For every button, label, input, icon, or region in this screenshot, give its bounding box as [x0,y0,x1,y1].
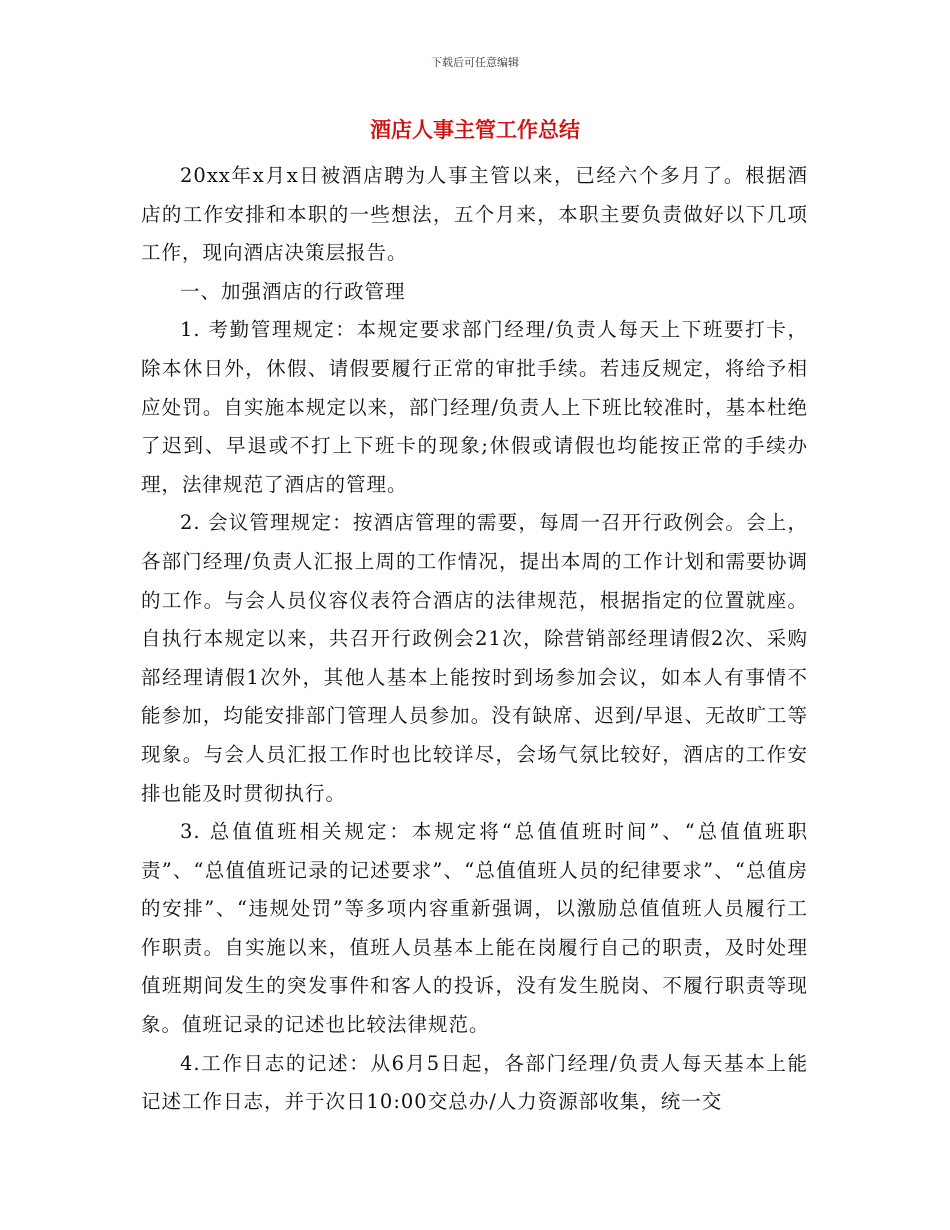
document-title: 酒店人事主管工作总结 [370,118,580,142]
page-header-note: 下载后可任意编辑 [431,56,519,69]
paragraph-attendance: 1. 考勤管理规定：本规定要求部门经理/负责人每天上下班要打卡，除本休日外，休假、请假要履行正常的审批手续。若违反规定，将给予相应处罚。自实施本规定以来，部门经理/负责人上下班比较准时，基本杜绝了迟到、早退或不打上下班卡的现象;休假或请假也均能按正常的手续办理，法律规范了酒店的管理。 [141,318,808,496]
paragraph-worklog: 4.工作日志的记述：从6月5日起，各部门经理/负责人每天基本上能记述工作日志，并于次日10:00交总办/人力资源部收集，统一交 [141,1051,808,1114]
document-body [141,157,808,1122]
paragraph-meeting: 2. 会议管理规定：按酒店管理的需要，每周一召开行政例会。会上，各部门经理/负责人汇报上周的工作情况，提出本周的工作计划和需要协调的工作。与会人员仪容仪表符合酒店的法律规范，根据指定的位置就座。自执行本规定以来，共召开行政例会21次，除营销部经理请假2次、采购部经理请假1次外，其他人基本上能按时到场参加会议，如本人有事情不能参加，均能安排部门管理人员参加。没有缺席、迟到/早退、无故旷工等现象。与会人员汇报工作时也比较详尽，会场气氛比较好，酒店的工作安排也能及时贯彻执行。 [141,511,808,805]
paragraph-intro: 20xx年x月x日被酒店聘为人事主管以来，已经六个多月了。根据酒店的工作安排和本职的一些想法，五个月来，本职主要负责做好以下几项工作，现向酒店决策层报告。 [141,164,808,265]
paragraph-duty: 3. 总值值班相关规定：本规定将“总值值班时间”、“总值值班职责”、“总值值班记录的记述要求”、“总值值班人员的纪律要求”、“总值房的安排”、“违规处罚”等多项内容重新强调，以激励总值值班人员履行工作职责。自实施以来，值班人员基本上能在岗履行自己的职责，及时处理值班期间发生的突发事件和客人的投诉，没有发生脱岗、不履行职责等现象。值班记录的记述也比较法律规范。 [141,820,808,1037]
section-heading-admin: 一、加强酒店的行政管理 [180,279,406,303]
